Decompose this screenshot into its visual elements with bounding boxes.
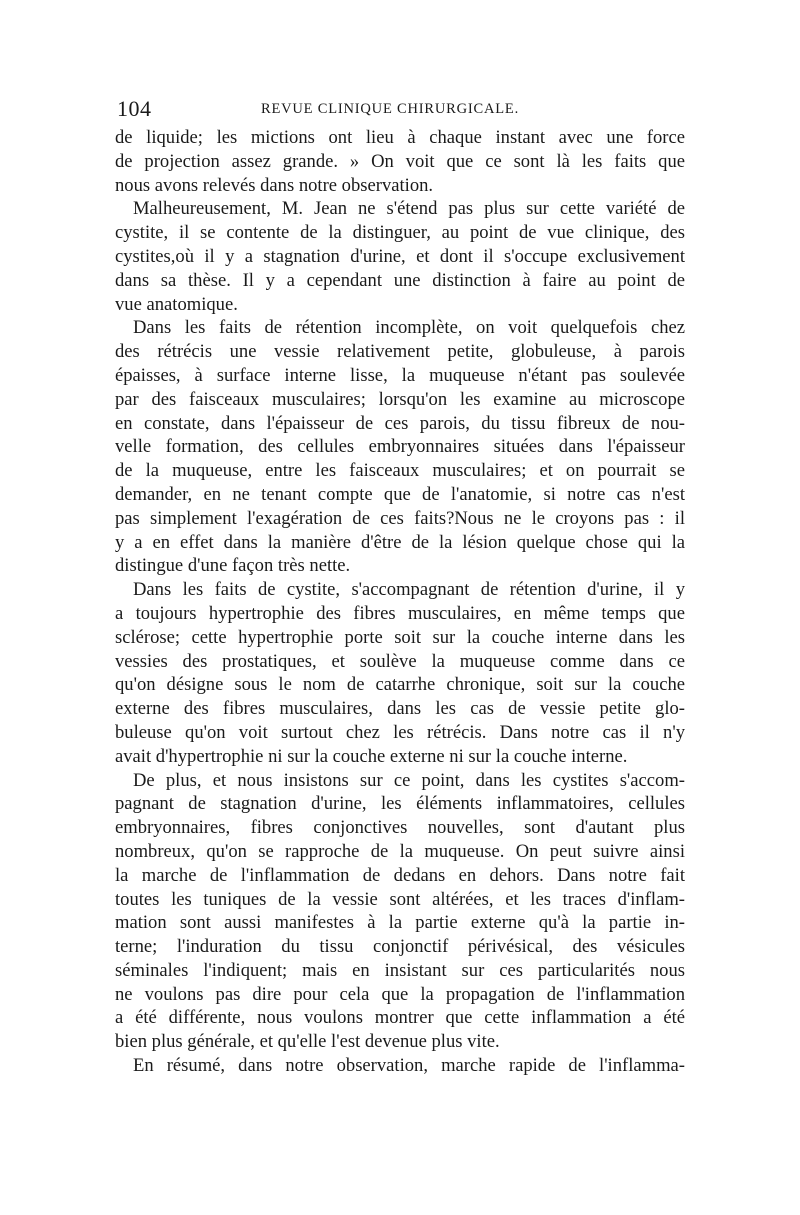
- text-line: dans sa thèse. Il y a cependant une distinction à faire au point de: [115, 269, 685, 291]
- text-line: y a en effet dans la manière d'être de la lésion quelque chose qui la: [115, 531, 685, 553]
- book-page: [115, 96, 685, 1078]
- page-number: 104: [117, 96, 152, 121]
- text-line: qu'on désigne sous le nom de catarrhe chronique, soit sur la couche: [115, 674, 685, 696]
- text-line: des rétrécis une vessie relativement petite, globuleuse, à parois: [115, 341, 685, 363]
- text-line: cystite, il se contente de la distinguer, au point de vue clinique, des: [115, 222, 685, 244]
- text-line: Dans les faits de cystite, s'accompagnant de rétention d'urine, il y: [133, 579, 685, 601]
- text-line: terne; l'induration du tissu conjonctif périvésical, des vésicules: [115, 936, 685, 958]
- text-line: de la muqueuse, entre les faisceaux musculaires; et on pourrait se: [115, 460, 685, 482]
- body-text: [115, 126, 685, 1078]
- text-line: vue anatomique.: [115, 293, 238, 315]
- text-line: avait d'hypertrophie ni sur la couche externe ni sur la couche interne.: [115, 745, 628, 767]
- text-line: par des faisceaux musculaires; lorsqu'on les examine au microscope: [115, 388, 685, 410]
- text-line: pas simplement l'exagération de ces faits?Nous ne le croyons pas : il: [115, 507, 685, 529]
- text-line: vessies des prostatiques, et soulève la muqueuse comme dans ce: [115, 650, 685, 672]
- text-line: pagnant de stagnation d'urine, les éléments inflammatoires, cellules: [115, 793, 685, 815]
- text-line: de projection assez grande. » On voit que ce sont là les faits que: [115, 150, 685, 172]
- text-line: toutes les tuniques de la vessie sont altérées, et les traces d'inflam-: [115, 888, 685, 910]
- text-line: a été différente, nous voulons montrer que cette inflammation a été: [115, 1007, 685, 1029]
- text-line: Dans les faits de rétention incomplète, on voit quelquefois chez: [133, 317, 685, 339]
- text-line: séminales l'indiquent; mais en insistant sur ces particularités nous: [115, 959, 685, 981]
- text-line: mation sont aussi manifestes à la partie externe qu'à la partie in-: [115, 912, 685, 934]
- text-line: ne voulons pas dire pour cela que la propagation de l'inflammation: [115, 983, 685, 1005]
- paragraph: [115, 197, 685, 316]
- text-line: embryonnaires, fibres conjonctives nouvelles, sont d'autant plus: [115, 817, 685, 839]
- text-line: velle formation, des cellules embryonnaires situées dans l'épaisseur: [115, 436, 685, 458]
- text-line: a toujours hypertrophie des fibres musculaires, en même temps que: [115, 602, 685, 624]
- text-line: en constate, dans l'épaisseur de ces parois, du tissu fibreux de nou-: [115, 412, 685, 434]
- text-line: Malheureusement, M. Jean ne s'étend pas plus sur cette variété de: [133, 198, 685, 220]
- text-line: buleuse qu'on voit surtout chez les rétrécis. Dans notre cas il n'y: [115, 721, 685, 743]
- paragraph: [115, 1054, 685, 1078]
- text-line: bien plus générale, et qu'elle l'est devenue plus vite.: [115, 1031, 500, 1053]
- text-line: nous avons relevés dans notre observation.: [115, 174, 434, 196]
- text-line: la marche de l'inflammation de dedans en dehors. Dans notre fait: [115, 864, 685, 886]
- page-header: [115, 96, 685, 126]
- text-line: sclérose; cette hypertrophie porte soit sur la couche interne dans les: [115, 626, 685, 648]
- paragraph: [115, 769, 685, 1055]
- text-line: demander, en ne tenant compte que de l'anatomie, si notre cas n'est: [115, 483, 685, 505]
- running-title: REVUE CLINIQUE CHIRURGICALE.: [261, 101, 520, 117]
- paragraph: [115, 578, 685, 768]
- text-line: De plus, et nous insistons sur ce point, dans les cystites s'accom-: [133, 769, 685, 791]
- text-line: nombreux, qu'on se rapproche de la muqueuse. On peut suivre ainsi: [115, 840, 685, 862]
- text-line: En résumé, dans notre observation, marche rapide de l'inflamma-: [133, 1055, 685, 1077]
- paragraph: [115, 126, 685, 197]
- text-line: externe des fibres musculaires, dans les cas de vessie petite glo-: [115, 698, 685, 720]
- text-line: cystites,où il y a stagnation d'urine, et dont il s'occupe exclusivement: [115, 245, 685, 267]
- paragraph: [115, 316, 685, 578]
- text-line: épaisses, à surface interne lisse, la muqueuse n'étant pas soulevée: [115, 364, 685, 386]
- text-line: de liquide; les mictions ont lieu à chaque instant avec une force: [115, 127, 685, 148]
- text-line: distingue d'une façon très nette.: [115, 555, 351, 577]
